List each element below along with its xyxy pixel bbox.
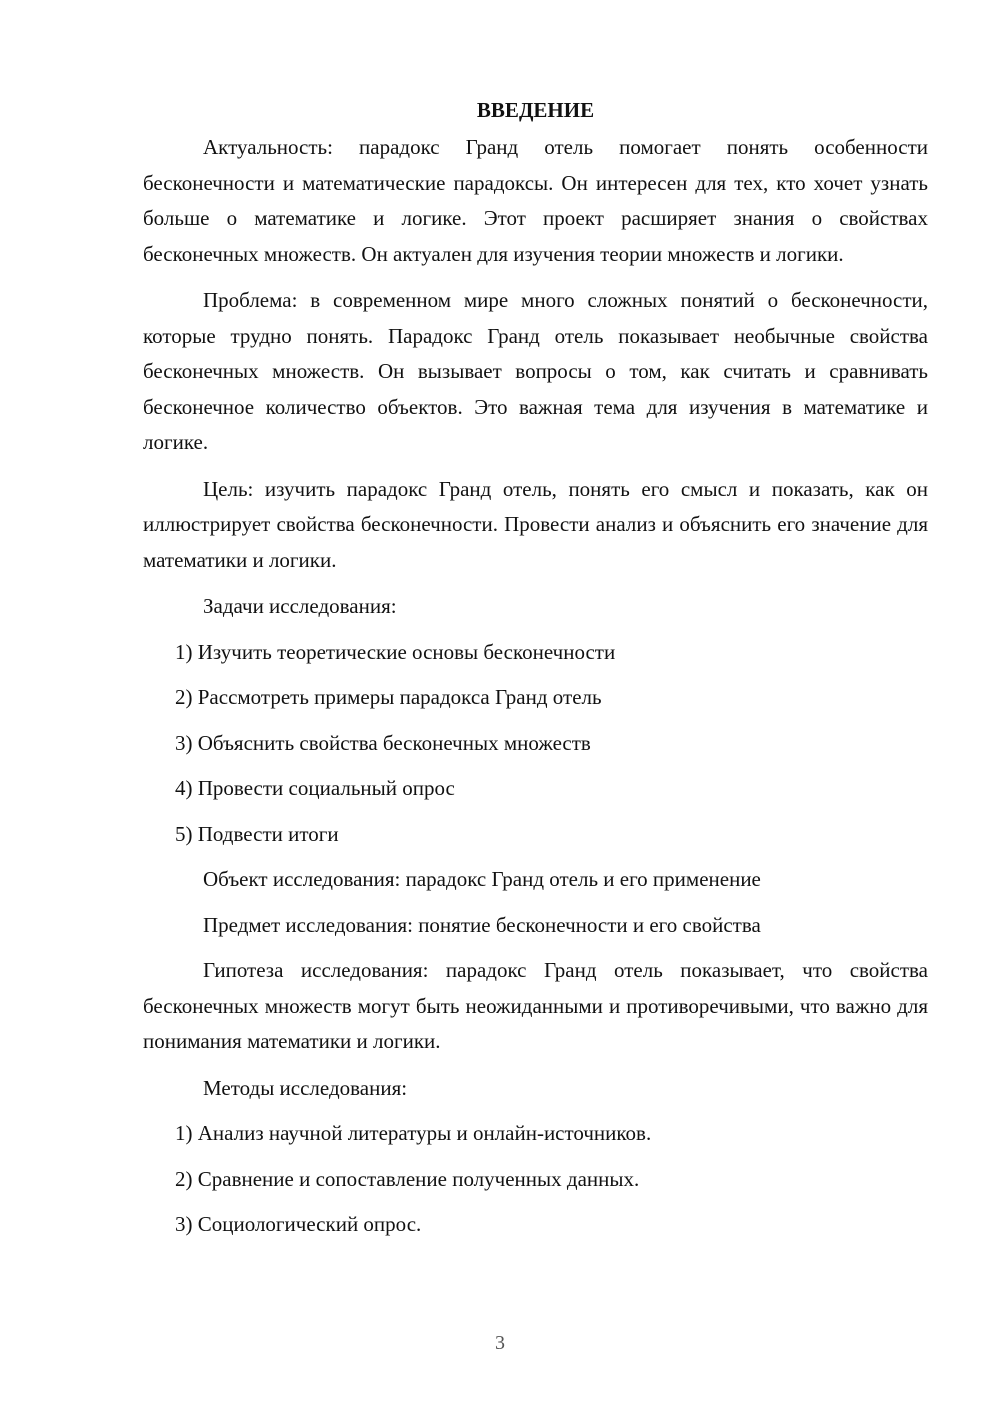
research-subject: Предмет исследования: понятие бесконечности и его свойства (203, 912, 761, 937)
methods-heading: Методы исследования: (203, 1075, 408, 1100)
task-item: 5) Подвести итоги (175, 821, 339, 846)
problem-paragraph: Проблема: в современном мире много сложных понятий о бесконечности, которые трудно понять. Парадокс Гранд отель показывает необычные свойства бесконечных множеств. Он вызывает вопросы о том, как считать и сравнивать бесконечное количество объектов. Это важная тема для изучения в математике и логике. (143, 288, 928, 454)
tasks-heading: Задачи исследования: (203, 594, 397, 618)
hypothesis-paragraph: Гипотеза исследования: парадокс Гранд отель показывает, что свойства бесконечных множеств могут быть неожиданными и противоречивыми, что важно для понимания математики и логики. (143, 958, 928, 1053)
page-number: 3 (495, 1332, 505, 1354)
document-page (143, 92, 928, 1253)
task-item: 1) Изучить теоретические основы бесконечности (175, 639, 616, 664)
method-item: 3) Социологический опрос. (175, 1212, 422, 1236)
section-title: ВВЕДЕНИЕ (476, 98, 595, 122)
task-item: 3) Объяснить свойства бесконечных множеств (175, 730, 591, 755)
task-item: 4) Провести социальный опрос (175, 776, 455, 800)
task-item: 2) Рассмотреть примеры парадокса Гранд отель (175, 685, 602, 709)
research-object: Объект исследования: парадокс Гранд отель и его применение (203, 867, 761, 891)
relevance-paragraph: Актуальность: парадокс Гранд отель помогает понять особенности бесконечности и математические парадоксы. Он интересен для тех, кто хочет узнать больше о математике и логике. Этот проект расширяет знания о свойствах бесконечных множеств. Он актуален для изучения теории множеств и логики. (143, 135, 928, 266)
method-item: 1) Анализ научной литературы и онлайн-источников. (175, 1121, 652, 1145)
goal-paragraph: Цель: изучить парадокс Гранд отель, понять его смысл и показать, как он иллюстрирует свойства бесконечности. Провести анализ и объяснить его значение для математики и логики. (143, 476, 928, 572)
method-item: 2) Сравнение и сопоставление полученных данных. (175, 1166, 640, 1191)
